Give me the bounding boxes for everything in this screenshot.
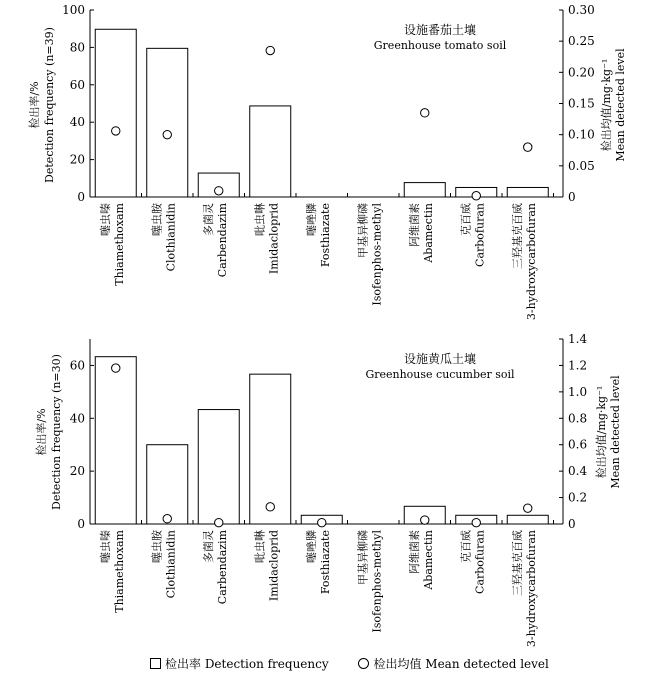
mean-level-marker	[215, 518, 223, 526]
detection-frequency-bar	[95, 357, 136, 524]
detection-frequency-bar	[404, 183, 445, 197]
category-label-en: Isofenphos-methyl	[370, 203, 384, 306]
category-label-zh: 三羟基克百威	[510, 530, 524, 596]
category-label-en: Carbofuran	[473, 203, 487, 267]
y-axis-label: 检出率/%	[28, 81, 41, 129]
category-label-en: Isofenphos-methyl	[370, 530, 384, 633]
right-y-tick-label: 0.15	[568, 96, 595, 111]
left-y-tick-label: 20	[69, 464, 85, 479]
category-label-en: Carbendazim	[215, 530, 229, 605]
legend-bar-swatch	[150, 658, 161, 669]
mean-level-marker	[524, 504, 532, 512]
detection-frequency-bar	[250, 106, 291, 197]
category-label-zh: 克百威	[459, 203, 473, 236]
detection-frequency-bar	[507, 515, 548, 524]
legend	[150, 655, 549, 672]
mean-level-marker	[472, 192, 480, 200]
y2-axis-label-en: Mean detected level	[614, 48, 627, 162]
left-y-tick-label: 40	[69, 411, 85, 426]
mean-level-marker	[472, 518, 480, 526]
left-y-tick-label: 80	[69, 40, 85, 55]
category-label-en: Thiamethoxam	[112, 203, 126, 286]
detection-frequency-bar	[147, 48, 188, 197]
category-label-en: Imidacloprid	[267, 530, 281, 602]
right-y-tick-label: 0.4	[568, 464, 588, 479]
detection-frequency-bar	[95, 29, 136, 197]
y-axis-label-en: Detection frequency (n=39)	[43, 27, 56, 183]
legend-marker-swatch	[358, 658, 369, 669]
detection-frequency-bar	[198, 410, 239, 524]
mean-level-marker	[318, 518, 326, 526]
category-label-zh: 甲基异柳磷	[356, 530, 370, 585]
detection-frequency-bar	[147, 445, 188, 524]
chart-title: 设施番茄土壤	[403, 23, 477, 37]
category-label-en: Fosthiazate	[318, 203, 332, 268]
right-y-tick-label: 1.2	[568, 358, 588, 373]
category-label-zh: 阿维菌素	[407, 203, 421, 247]
category-label-en: Abamectin	[421, 530, 435, 590]
category-label-en: Carbofuran	[473, 530, 487, 594]
mean-level-marker	[266, 46, 274, 54]
right-y-tick-label: 0.10	[568, 127, 595, 142]
category-label-zh: 噻唑膦	[304, 530, 318, 563]
chart-subtitle: Greenhouse cucumber soil	[365, 368, 515, 381]
right-y-tick-label: 0.25	[568, 34, 595, 49]
category-label-zh: 噻虫嗪	[98, 203, 112, 236]
category-label-zh: 噻虫胺	[150, 203, 164, 236]
category-label-en: Abamectin	[421, 203, 435, 263]
category-label-zh: 噻虫胺	[150, 530, 164, 563]
right-y-tick-label: 0.05	[568, 158, 595, 173]
mean-level-marker	[266, 503, 274, 511]
mean-level-marker	[112, 127, 120, 135]
y-axis-label-en: Detection frequency (n=30)	[50, 354, 63, 510]
right-y-tick-label: 0.8	[568, 411, 588, 426]
y-axis-label: 检出率/%	[35, 408, 48, 456]
right-y-tick-label: 0.6	[568, 437, 588, 452]
detection-frequency-bar	[250, 374, 291, 524]
category-label-en: Carbendazim	[215, 203, 229, 278]
category-label-zh: 甲基异柳磷	[356, 203, 370, 258]
left-y-tick-label: 20	[69, 152, 85, 167]
category-label-en: Clothianidin	[164, 530, 178, 599]
chart-subtitle: Greenhouse tomato soil	[373, 39, 507, 52]
left-y-tick-label: 60	[69, 77, 85, 92]
mean-level-marker	[163, 130, 171, 138]
cucumber-chart-panel	[34, 332, 622, 647]
mean-level-marker	[524, 143, 532, 151]
category-label-en: Imidacloprid	[267, 203, 281, 275]
right-y-tick-label: 1.4	[568, 332, 588, 346]
category-label-zh: 噻唑膦	[304, 203, 318, 236]
legend-marker-label: 检出均值 Mean detected level	[373, 657, 549, 671]
right-y-tick-label: 0	[568, 190, 576, 204]
left-y-tick-label: 100	[62, 3, 85, 17]
category-label-zh: 克百威	[459, 530, 473, 563]
y2-axis-label: 检出均值/mg·kg⁻¹	[600, 58, 613, 152]
right-y-tick-label: 0	[568, 517, 576, 531]
chart-title: 设施黄瓜土壤	[403, 352, 477, 366]
mean-level-marker	[421, 109, 429, 117]
category-label-zh: 噻虫嗪	[98, 530, 112, 563]
category-label-zh: 多菌灵	[201, 530, 215, 563]
y2-axis-label-en: Mean detected level	[609, 375, 622, 489]
right-y-tick-label: 0.20	[568, 65, 595, 80]
left-y-tick-label: 0	[77, 517, 85, 531]
category-label-zh: 多菌灵	[201, 203, 215, 236]
category-label-en: 3-hydroxycarbofuran	[524, 530, 538, 648]
left-y-tick-label: 60	[69, 358, 85, 373]
mean-level-marker	[112, 364, 120, 372]
right-y-tick-label: 0.30	[568, 3, 595, 17]
detection-frequency-bar	[507, 187, 548, 197]
right-y-tick-label: 1.0	[568, 384, 588, 399]
left-y-tick-label: 40	[69, 115, 85, 130]
right-y-tick-label: 0.2	[568, 490, 588, 505]
category-label-en: 3-hydroxycarbofuran	[524, 203, 538, 321]
mean-level-marker	[215, 187, 223, 195]
category-label-en: Clothianidin	[164, 203, 178, 272]
left-y-tick-label: 0	[77, 190, 85, 204]
category-label-zh: 吡虫啉	[253, 530, 267, 563]
category-label-zh: 吡虫啉	[253, 203, 267, 236]
mean-level-marker	[163, 515, 171, 523]
mean-level-marker	[421, 516, 429, 524]
category-label-en: Thiamethoxam	[112, 530, 126, 613]
legend-bar-label: 检出率 Detection frequency	[165, 657, 329, 671]
y2-axis-label: 检出均值/mg·kg⁻¹	[595, 385, 608, 479]
category-label-en: Fosthiazate	[318, 530, 332, 595]
category-label-zh: 阿维菌素	[407, 530, 421, 574]
tomato-chart-panel	[27, 3, 627, 320]
category-label-zh: 三羟基克百威	[510, 203, 524, 269]
